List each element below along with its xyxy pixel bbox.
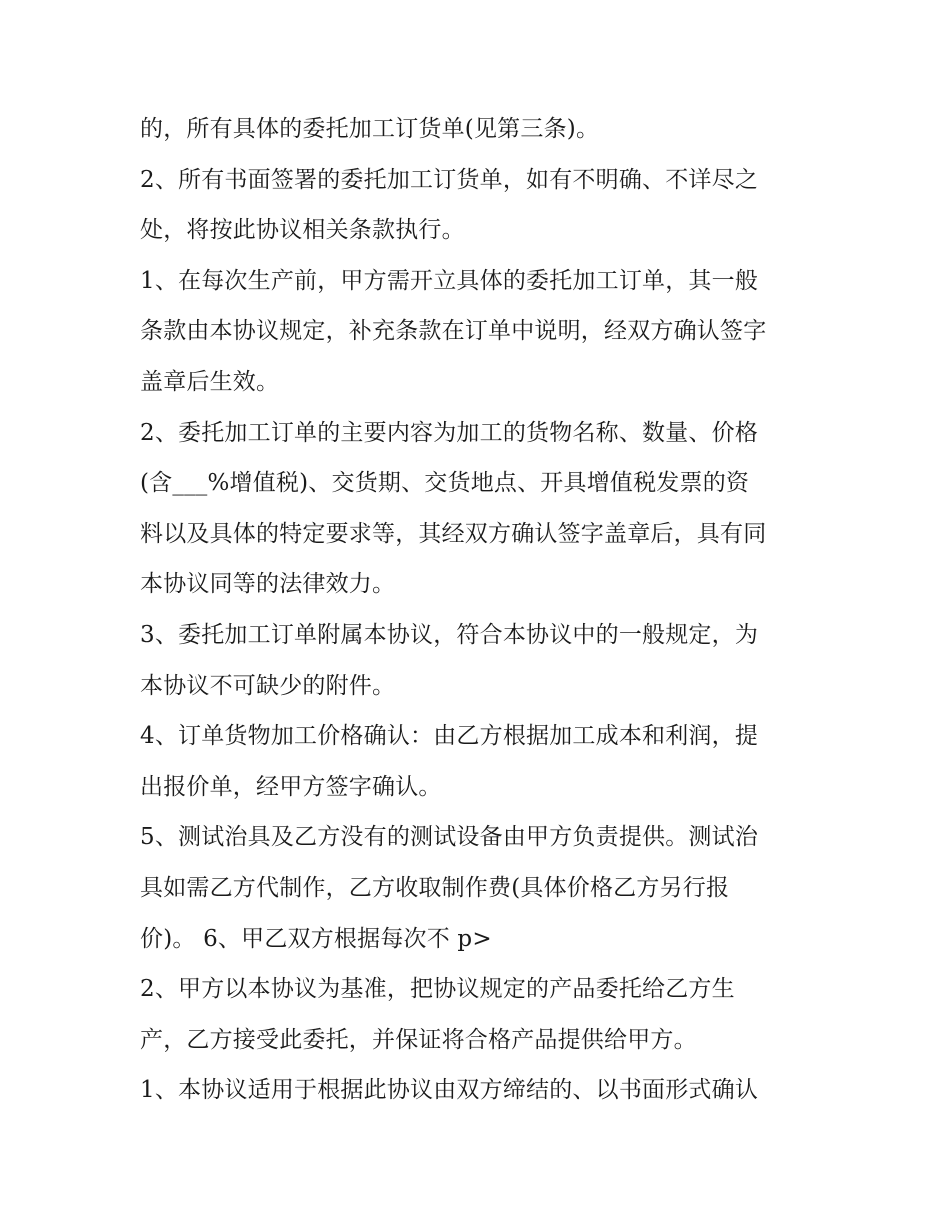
text-line: 2、委托加工订单的主要内容为加工的货物名称、数量、价格	[140, 419, 759, 446]
text-line: 价)。 6、甲乙双方根据每次不 p>	[140, 925, 492, 952]
document-body	[140, 104, 820, 1116]
text-line: 具如需乙方代制作，乙方收取制作费(具体价格乙方另行报	[140, 874, 730, 901]
text-line: 产，乙方接受此委托，并保证将合格产品提供给甲方。	[140, 1026, 697, 1053]
text-line: (含___%增值税)、交货期、交货地点、开具增值税发票的资	[140, 470, 750, 497]
text-line: 盖章后生效。	[140, 368, 280, 395]
text-line: 5、测试治具及乙方没有的测试设备由甲方负责提供。测试治	[140, 824, 759, 851]
text-line: 1、本协议适用于根据此协议由双方缔结的、以书面形式确认	[140, 1077, 759, 1104]
text-line: 处，将按此协议相关条款执行。	[140, 217, 465, 244]
text-line: 2、甲方以本协议为基准，把协议规定的产品委托给乙方生	[140, 976, 735, 1003]
text-line: 3、委托加工订单附属本协议，符合本协议中的一般规定，为	[140, 621, 759, 648]
text-line: 1、在每次生产前，甲方需开立具体的委托加工订单，其一般	[140, 267, 759, 294]
text-line: 4、订单货物加工价格确认：由乙方根据加工成本和利润，提	[140, 723, 759, 750]
text-line: 料以及具体的特定要求等，其经双方确认签字盖章后，具有同	[140, 520, 767, 547]
text-line: 出报价单，经甲方签字确认。	[140, 773, 442, 800]
text-line: 本协议不可缺少的附件。	[140, 672, 396, 699]
text-line: 的，所有具体的委托加工订货单(见第三条)。	[140, 116, 600, 142]
text-line: 本协议同等的法律效力。	[140, 571, 396, 598]
text-line: 2、所有书面签署的委托加工订货单，如有不明确、不详尽之	[140, 166, 759, 193]
text-line: 条款由本协议规定，补充条款在订单中说明，经双方确认签字	[140, 318, 767, 345]
